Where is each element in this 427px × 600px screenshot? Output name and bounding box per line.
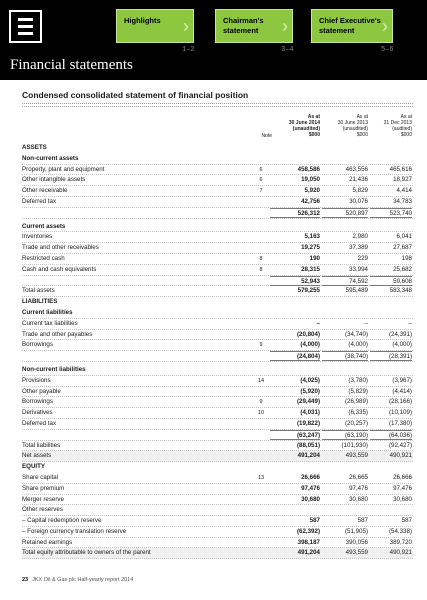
nav-chairman-label-2: statement bbox=[223, 26, 259, 35]
section-header bbox=[22, 462, 413, 473]
value-v3: 490,921 bbox=[389, 452, 412, 460]
value-v3: 4,414 bbox=[396, 187, 412, 195]
value-v3: 389,720 bbox=[389, 538, 412, 546]
value-v3: 97,476 bbox=[393, 484, 412, 492]
header-bar bbox=[0, 0, 427, 80]
column-header-dec-2013-l4: $000 bbox=[400, 132, 412, 138]
table-row bbox=[22, 408, 413, 419]
value-v3: (4,414) bbox=[392, 387, 412, 395]
value-v3: (3,967) bbox=[392, 376, 412, 384]
value-v1: 30,680 bbox=[301, 495, 320, 503]
row-label: Total equity attributable to owners of the parent bbox=[22, 549, 151, 557]
value-v2: (20,257) bbox=[344, 419, 368, 427]
nav-chairman-label: Chairman's bbox=[223, 16, 264, 25]
value-v2: 229 bbox=[357, 254, 368, 262]
value-v1: 579,255 bbox=[297, 287, 320, 295]
value-v1: – bbox=[316, 319, 320, 327]
row-label: Non-current assets bbox=[22, 154, 79, 162]
value-v1: 19,275 bbox=[301, 244, 320, 252]
value-v2: (5,829) bbox=[348, 387, 368, 395]
nav-chief-executive-button[interactable] bbox=[311, 9, 393, 43]
value-v3: – bbox=[408, 319, 412, 327]
chevron-right-icon: › bbox=[183, 16, 189, 36]
table-row bbox=[22, 397, 413, 408]
table-row bbox=[22, 548, 413, 559]
value-v1: (62,392) bbox=[296, 527, 320, 535]
row-note: 8 bbox=[259, 266, 263, 273]
value-v1: (63,247) bbox=[270, 430, 320, 440]
value-v3: 583,348 bbox=[389, 287, 412, 295]
value-v1: 26,666 bbox=[301, 473, 320, 481]
value-v1: 19,050 bbox=[301, 176, 320, 184]
row-note: 9 bbox=[259, 399, 263, 406]
column-header-2013-l2: 30 June 2013 bbox=[337, 120, 368, 126]
value-v2: 520,897 bbox=[322, 208, 368, 218]
table-row bbox=[22, 330, 413, 341]
table-row bbox=[22, 197, 413, 208]
divider bbox=[22, 103, 413, 104]
value-v1: 587 bbox=[309, 517, 320, 525]
row-label: Other receivable bbox=[22, 187, 68, 195]
row-label: Borrowings bbox=[22, 398, 53, 406]
row-label: Restricted cash bbox=[22, 254, 65, 262]
row-label: Net assets bbox=[22, 452, 52, 460]
value-v3: 587 bbox=[401, 517, 412, 525]
value-v1: 526,312 bbox=[270, 208, 320, 218]
subsection-header bbox=[22, 365, 413, 376]
value-v3: (64,036) bbox=[370, 430, 412, 440]
value-v2: 21,436 bbox=[349, 176, 368, 184]
divider bbox=[22, 106, 413, 107]
financial-position-table bbox=[22, 143, 413, 559]
value-v3: (54,338) bbox=[388, 527, 412, 535]
table-row bbox=[22, 340, 413, 351]
value-v1: 28,315 bbox=[301, 265, 320, 273]
value-v2: (6,335) bbox=[348, 409, 368, 417]
value-v3: 523,740 bbox=[370, 208, 412, 218]
row-label: Other reserves bbox=[22, 506, 63, 514]
nav-highlights-pages: 1–2 bbox=[182, 46, 195, 54]
nav-chief-executive-label-2: statement bbox=[319, 26, 355, 35]
value-v3: (92,427) bbox=[388, 441, 412, 449]
value-v1: (24,804) bbox=[270, 351, 320, 361]
value-v2: 587 bbox=[357, 517, 368, 525]
row-label: Provisions bbox=[22, 376, 51, 384]
row-note: 13 bbox=[257, 474, 265, 481]
column-header-2014 bbox=[270, 114, 320, 138]
value-v1: 52,943 bbox=[270, 276, 320, 286]
nav-chairman-pages: 3–4 bbox=[281, 46, 294, 54]
row-label: Derivatives bbox=[22, 409, 53, 417]
value-v1: 491,204 bbox=[297, 452, 320, 460]
value-v2: (4,000) bbox=[348, 341, 368, 349]
value-v3: (17,380) bbox=[388, 419, 412, 427]
value-v2: (3,780) bbox=[348, 376, 368, 384]
row-label: LIABILITIES bbox=[22, 298, 58, 306]
nav-highlights-button[interactable] bbox=[116, 9, 194, 43]
column-header-2013-l4: $000 bbox=[356, 132, 368, 138]
table-row bbox=[22, 538, 413, 549]
value-v3: 34,783 bbox=[393, 197, 412, 205]
nav-chief-executive-label: Chief Executive's bbox=[319, 16, 381, 25]
value-v3: 27,687 bbox=[393, 244, 412, 252]
table-row bbox=[22, 516, 413, 527]
value-v2: 30,076 bbox=[349, 197, 368, 205]
nav-highlights-label: Highlights bbox=[124, 16, 161, 25]
value-v2: 74,592 bbox=[322, 276, 368, 286]
row-label: – Foreign currency translation reserve bbox=[22, 527, 127, 535]
value-v2: 463,556 bbox=[345, 165, 368, 173]
value-v3: (4,000) bbox=[392, 341, 412, 349]
subsection-header bbox=[22, 308, 413, 319]
value-v3: (28,391) bbox=[370, 351, 412, 361]
value-v2: 595,489 bbox=[345, 287, 368, 295]
column-header-2014-l3: (unaudited) bbox=[292, 126, 320, 132]
value-v1: (5,920) bbox=[300, 387, 320, 395]
row-label: Inventories bbox=[22, 233, 53, 241]
table-row bbox=[22, 473, 413, 484]
value-v1: 5,163 bbox=[304, 233, 320, 241]
subtotal-row bbox=[22, 430, 413, 441]
hamburger-menu-icon[interactable] bbox=[9, 10, 42, 43]
value-v1: (29,449) bbox=[296, 398, 320, 406]
row-note: 7 bbox=[259, 188, 263, 195]
row-note: 9 bbox=[259, 342, 263, 349]
row-note: 6 bbox=[259, 177, 263, 184]
value-v3: (24,391) bbox=[388, 330, 412, 338]
row-note: 8 bbox=[259, 255, 263, 262]
value-v3: (28,166) bbox=[388, 398, 412, 406]
value-v2: 30,680 bbox=[349, 495, 368, 503]
row-label: Current assets bbox=[22, 222, 66, 230]
value-v3: 30,680 bbox=[393, 495, 412, 503]
row-label: Merger reserve bbox=[22, 495, 64, 503]
row-label: Other intangible assets bbox=[22, 176, 86, 184]
row-note: 6 bbox=[259, 166, 263, 173]
value-v2: 390,056 bbox=[345, 538, 368, 546]
nav-chief-executive-pages: 5–6 bbox=[381, 46, 394, 54]
page-number: 23 bbox=[22, 577, 29, 583]
row-label: Property, plant and equipment bbox=[22, 165, 105, 173]
value-v2: 493,559 bbox=[345, 549, 368, 557]
table-row bbox=[22, 165, 413, 176]
column-header-2013-l3: (unaudited) bbox=[342, 126, 368, 132]
footer-text: JKX Oil & Gas plc Half-yearly report 2014 bbox=[32, 577, 134, 583]
column-header-2014-l2: 30 June 2014 bbox=[288, 120, 320, 126]
row-label: Share premium bbox=[22, 484, 65, 492]
table-row bbox=[22, 319, 413, 330]
value-v1: 398,187 bbox=[297, 538, 320, 546]
column-header-2013 bbox=[322, 114, 368, 138]
value-v1: 491,204 bbox=[297, 549, 320, 557]
column-header-2014-l1: As at bbox=[307, 114, 320, 120]
table-row bbox=[22, 254, 413, 265]
subtotal-row bbox=[22, 208, 413, 219]
value-v3: 26,666 bbox=[393, 473, 412, 481]
value-v3: 59,608 bbox=[370, 276, 412, 286]
row-label: – Capital redemption reserve bbox=[22, 517, 102, 525]
chevron-right-icon: › bbox=[282, 16, 288, 36]
value-v2: (34,740) bbox=[344, 330, 368, 338]
value-v2: (38,740) bbox=[322, 351, 368, 361]
subtotal-row bbox=[22, 351, 413, 362]
value-v1: 190 bbox=[309, 254, 320, 262]
value-v1: (88,051) bbox=[296, 441, 320, 449]
column-header-note: Note bbox=[261, 133, 272, 139]
value-v3: (10,109) bbox=[388, 409, 412, 417]
column-header-dec-2013-l2: 31 Dec 2013 bbox=[383, 120, 412, 126]
table-row bbox=[22, 419, 413, 430]
page-title: Financial statements bbox=[10, 57, 133, 73]
table-row bbox=[22, 243, 413, 254]
table-row bbox=[22, 505, 413, 516]
chevron-right-icon: › bbox=[382, 16, 388, 36]
subsection-header bbox=[22, 222, 413, 233]
value-v1: 458,586 bbox=[297, 165, 320, 173]
row-label: Current tax liabilities bbox=[22, 319, 78, 327]
value-v2: (63,190) bbox=[322, 430, 368, 440]
column-header-dec-2013-l1: As at bbox=[400, 114, 412, 120]
value-v2: 97,476 bbox=[349, 484, 368, 492]
value-v2: (101,930) bbox=[341, 441, 368, 449]
value-v3: 18,927 bbox=[393, 176, 412, 184]
row-label: Current liabilities bbox=[22, 308, 73, 316]
value-v1: 5,920 bbox=[304, 187, 320, 195]
section-header bbox=[22, 297, 413, 308]
value-v2: 5,829 bbox=[352, 187, 368, 195]
value-v3: 465,616 bbox=[389, 165, 412, 173]
table-row bbox=[22, 451, 413, 462]
column-header-dec-2013-l3: (audited) bbox=[392, 126, 412, 132]
row-note: 14 bbox=[257, 377, 265, 384]
value-v3: 490,921 bbox=[389, 549, 412, 557]
value-v2: (51,905) bbox=[344, 527, 368, 535]
subsection-header bbox=[22, 154, 413, 165]
value-v2: 33,994 bbox=[349, 265, 368, 273]
table-row bbox=[22, 376, 413, 387]
value-v1: (4,000) bbox=[300, 341, 320, 349]
table-row bbox=[22, 286, 413, 297]
nav-chairman-button[interactable] bbox=[215, 9, 293, 43]
column-header-2013-l1: As at bbox=[356, 114, 368, 120]
value-v2: 493,559 bbox=[345, 452, 368, 460]
value-v1: 42,756 bbox=[301, 197, 320, 205]
row-label: Share capital bbox=[22, 473, 59, 481]
row-label: Deferred tax bbox=[22, 419, 57, 427]
value-v2: – bbox=[364, 319, 368, 327]
subtotal-row bbox=[22, 276, 413, 287]
value-v1: (4,031) bbox=[300, 409, 320, 417]
row-label: Deferred tax bbox=[22, 197, 57, 205]
row-label: Other payable bbox=[22, 387, 61, 395]
row-label: Trade and other receivables bbox=[22, 244, 99, 252]
row-label: Cash and cash equivalents bbox=[22, 265, 97, 273]
table-row bbox=[22, 441, 413, 452]
value-v1: (20,804) bbox=[296, 330, 320, 338]
row-label: ASSETS bbox=[22, 144, 47, 151]
value-v1: 97,476 bbox=[301, 484, 320, 492]
table-row bbox=[22, 495, 413, 506]
page-footer bbox=[22, 577, 133, 583]
value-v3: 198 bbox=[401, 254, 412, 262]
row-label: EQUITY bbox=[22, 463, 46, 471]
row-label: Trade and other payables bbox=[22, 330, 93, 338]
table-row bbox=[22, 527, 413, 538]
column-header-2014-l4: $000 bbox=[308, 132, 320, 138]
table-row bbox=[22, 175, 413, 186]
value-v1: (4,025) bbox=[300, 376, 320, 384]
column-header-dec-2013 bbox=[370, 114, 412, 138]
value-v3: 6,041 bbox=[396, 233, 412, 241]
table-row bbox=[22, 186, 413, 197]
value-v3: 25,682 bbox=[393, 265, 412, 273]
row-label: Total liabilities bbox=[22, 441, 61, 449]
table-row bbox=[22, 387, 413, 398]
value-v1: (19,822) bbox=[296, 419, 320, 427]
row-label: Non-current liabilities bbox=[22, 365, 86, 373]
value-v2: 37,389 bbox=[349, 244, 368, 252]
value-v2: 2,980 bbox=[352, 233, 368, 241]
value-v2: (26,989) bbox=[344, 398, 368, 406]
table-row bbox=[22, 232, 413, 243]
row-note: 10 bbox=[257, 410, 265, 417]
section-header bbox=[22, 143, 413, 154]
row-label: Borrowings bbox=[22, 341, 53, 349]
row-label: Retained earnings bbox=[22, 538, 73, 546]
table-row bbox=[22, 265, 413, 276]
statement-title: Condensed consolidated statement of financial position bbox=[22, 90, 249, 100]
table-row bbox=[22, 484, 413, 495]
row-label: Total assets bbox=[22, 287, 55, 295]
value-v2: 26,665 bbox=[349, 473, 368, 481]
